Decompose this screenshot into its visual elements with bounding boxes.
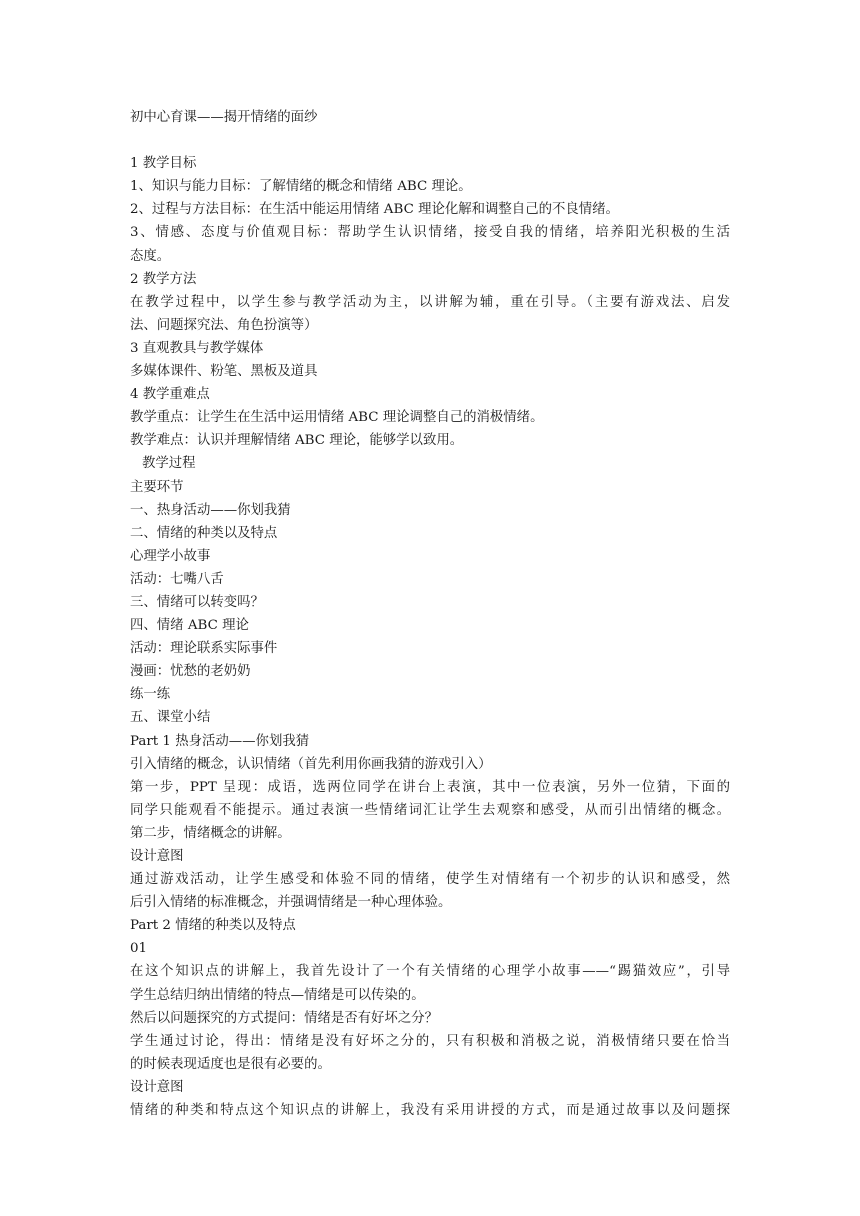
text-line: 同学只能观看不能提示。通过表演一些情绪词汇让学生去观察和感受，从而引出情绪的概念。	[130, 802, 730, 818]
text-line: 心理学小故事	[130, 548, 211, 564]
text-line: 后引入情绪的标准概念，并强调情绪是一种心理体验。	[130, 895, 452, 911]
text-line: 1 教学目标	[130, 156, 197, 172]
text-line: 二、情绪的种类以及特点	[130, 525, 278, 541]
document-body	[130, 152, 730, 1122]
text-line: 情绪的种类和特点这个知识点的讲解上，我没有采用讲授的方式，而是通过故事以及问题探	[130, 1103, 730, 1119]
text-line: 主要环节	[130, 479, 184, 495]
text-line: 设计意图	[130, 1079, 184, 1095]
text-line: 练一练	[130, 687, 171, 703]
text-line: 2 教学方法	[130, 271, 197, 287]
text-line: 多媒体课件、粉笔、黑板及道具	[130, 364, 318, 380]
text-line: 通过游戏活动，让学生感受和体验不同的情绪，使学生对情绪有一个初步的认识和感受，然	[130, 872, 730, 888]
document-title: 初中心育课——揭开情绪的面纱	[130, 110, 318, 125]
text-line: 第二步，情绪概念的讲解。	[130, 825, 291, 841]
text-line: 四、情绪 ABC 理论	[130, 618, 249, 634]
text-line: 3、情感、态度与价值观目标：帮助学生认识情绪，接受自我的情绪，培养阳光积极的生活	[130, 225, 730, 241]
text-line: 3 直观教具与教学媒体	[130, 340, 264, 356]
text-line: Part 2 情绪的种类以及特点	[130, 918, 296, 934]
text-line: 的时候表现适度也是很有必要的。	[130, 1056, 331, 1072]
text-line: 教学过程	[142, 456, 196, 472]
text-line: 然后以问题探究的方式提问：情绪是否有好坏之分？	[130, 1010, 438, 1026]
text-line: 1、知识与能力目标：了解情绪的概念和情绪 ABC 理论。	[130, 179, 472, 195]
text-line: 01	[130, 941, 148, 957]
text-line: 教学难点：认识并理解情绪 ABC 理论，能够学以致用。	[130, 433, 464, 449]
text-line: 五、课堂小结	[130, 710, 211, 726]
text-line: 在教学过程中，以学生参与教学活动为主，以讲解为辅，重在引导。（主要有游戏法、启发	[130, 294, 730, 310]
text-line: 三、情绪可以转变吗？	[130, 594, 264, 610]
text-line: 学生通过讨论，得出：情绪是没有好坏之分的，只有积极和消极之说，消极情绪只要在恰当	[130, 1033, 730, 1049]
text-line: 态度。	[130, 248, 171, 264]
text-line: 引入情绪的概念，认识情绪（首先利用你画我猜的游戏引入）	[130, 756, 492, 772]
text-line: Part 1 热身活动——你划我猜	[130, 733, 310, 749]
text-line: 活动：理论联系实际事件	[130, 641, 278, 657]
text-line: 一、热身活动——你划我猜	[130, 502, 291, 518]
text-line: 学生总结归纳出情绪的特点—情绪是可以传染的。	[130, 987, 425, 1003]
text-line: 4 教学重难点	[130, 387, 210, 403]
text-line: 漫画：忧愁的老奶奶	[130, 664, 251, 680]
blank-line	[130, 129, 730, 152]
text-line: 法、问题探究法、角色扮演等）	[130, 317, 318, 333]
text-line: 在这个知识点的讲解上，我首先设计了一个有关情绪的心理学小故事——“踢猫效应”，引导	[130, 964, 730, 980]
text-line: 2、过程与方法目标：在生活中能运用情绪 ABC 理论化解和调整自己的不良情绪。	[130, 202, 619, 218]
document-page	[130, 106, 730, 1122]
text-line: 活动：七嘴八舌	[130, 571, 224, 587]
text-line: 教学重点：让学生在生活中运用情绪 ABC 理论调整自己的消极情绪。	[130, 410, 544, 426]
text-line: 设计意图	[130, 849, 184, 864]
text-line: 第一步，PPT 呈现：成语，选两位同学在讲台上表演，其中一位表演，另外一位猜，下面的	[130, 779, 730, 795]
